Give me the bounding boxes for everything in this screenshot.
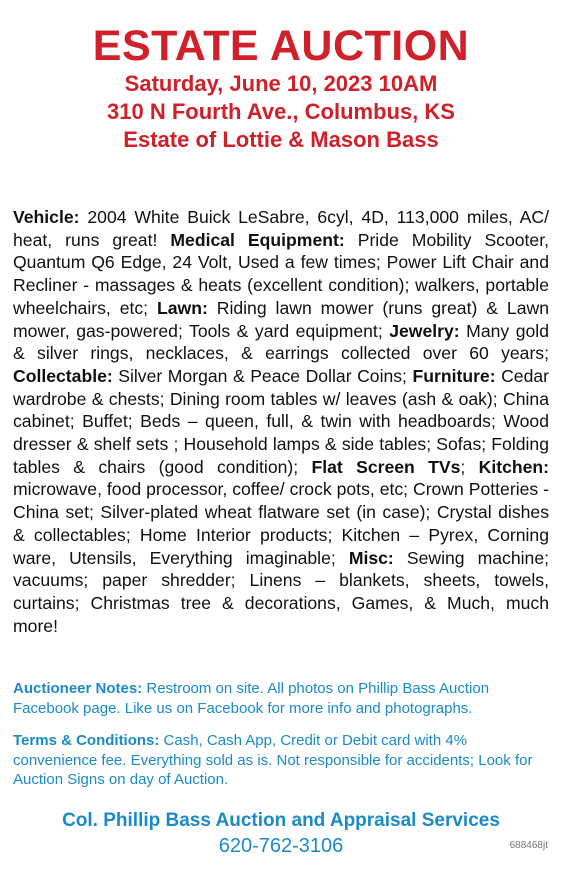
ad-title: ESTATE AUCTION [92, 22, 470, 70]
estate-name: Estate of Lottie & Mason Bass [123, 127, 439, 152]
category-misc-text: Sewing machine; vacuums; paper shredder; Linens – blankets, sheets, towels, curtains; Christmas tree & decorations, Games, & Much, much more! [13, 547, 549, 636]
terms-and-conditions [13, 731, 549, 790]
category-vehicle-label: Vehicle: [13, 207, 80, 227]
category-vehicle-text: 2004 White Buick LeSabre, 6cyl, 4D, 113,000 miles, AC/ heat, runs great! [13, 207, 549, 250]
terms-label: Terms & Conditions: [13, 732, 160, 749]
item-listing [13, 206, 549, 637]
auctioneer-notes [13, 679, 549, 718]
category-kitchen-text: microwave, food processor, coffee/ crock pots, etc; Crown Potteries - China set; Silver-plated wheat flatware set (in case); Crystal dishes & collectables; Home Interior products; Kitchen – Pyrex, Corning ware, Utensils, Everything imaginable; [13, 479, 549, 568]
ad-code: 688468jt [509, 840, 548, 851]
terms-text: Cash, Cash App, Credit or Debit card with 4% convenience fee. Everything sold as is. Not responsible for accidents; Look for Auction Signs on day of Auction. [13, 732, 533, 789]
category-tvs-label: Flat Screen TVs [311, 456, 461, 477]
category-jewelry-text: Many gold & silver rings, necklaces, & earrings collected over 60 years; [13, 320, 549, 364]
category-medical-text: Pride Mobility Scooter, Quantum Q6 Edge, 24 Volt, Used a few times; Power Lift Chair and Recliner - massages & heats (excellent condition); walkers, portable wheelchairs, etc; [13, 229, 549, 318]
auction-ad [0, 22, 562, 872]
category-jewelry-label: Jewelry: [389, 320, 460, 341]
auction-date: Saturday, June 10, 2023 10AM [124, 71, 438, 96]
auction-address: 310 N Fourth Ave., Columbus, KS [107, 99, 455, 124]
category-collectable-text: Silver Morgan & Peace Dollar Coins; [112, 365, 413, 386]
auctioneer-notes-label: Auctioneer Notes: [13, 680, 143, 697]
category-misc-label: Misc: [348, 547, 394, 568]
category-kitchen-label: Kitchen: [478, 456, 549, 477]
category-furniture-text: Cedar wardrobe & chests; Dining room tables w/ leaves (ash & oak); China cabinet; Buffet; Beds – queen, full, & twin with headboards; Wood dresser & shelf sets ; Household lamps & side tables; Sofas; Folding tables & chairs (good condition); [13, 365, 550, 477]
category-tvs-text: ; [460, 456, 479, 477]
category-furniture-label: Furniture: [412, 365, 496, 386]
category-lawn-text: Riding lawn mower (runs great) & Lawn mower, gas-powered; Tools & yard equipment; [13, 297, 549, 341]
company-phone: 620-762-3106 [218, 835, 344, 857]
category-lawn-label: Lawn: [157, 297, 208, 318]
auctioneer-notes-text: Restroom on site. All photos on Phillip Bass Auction Facebook page. Like us on Facebook for more info and photographs. [13, 680, 490, 717]
category-medical-label: Medical Equipment: [170, 229, 345, 250]
auction-company: Col. Phillip Bass Auction and Appraisal Services [62, 810, 500, 831]
category-collectable-label: Collectable: [13, 365, 113, 386]
